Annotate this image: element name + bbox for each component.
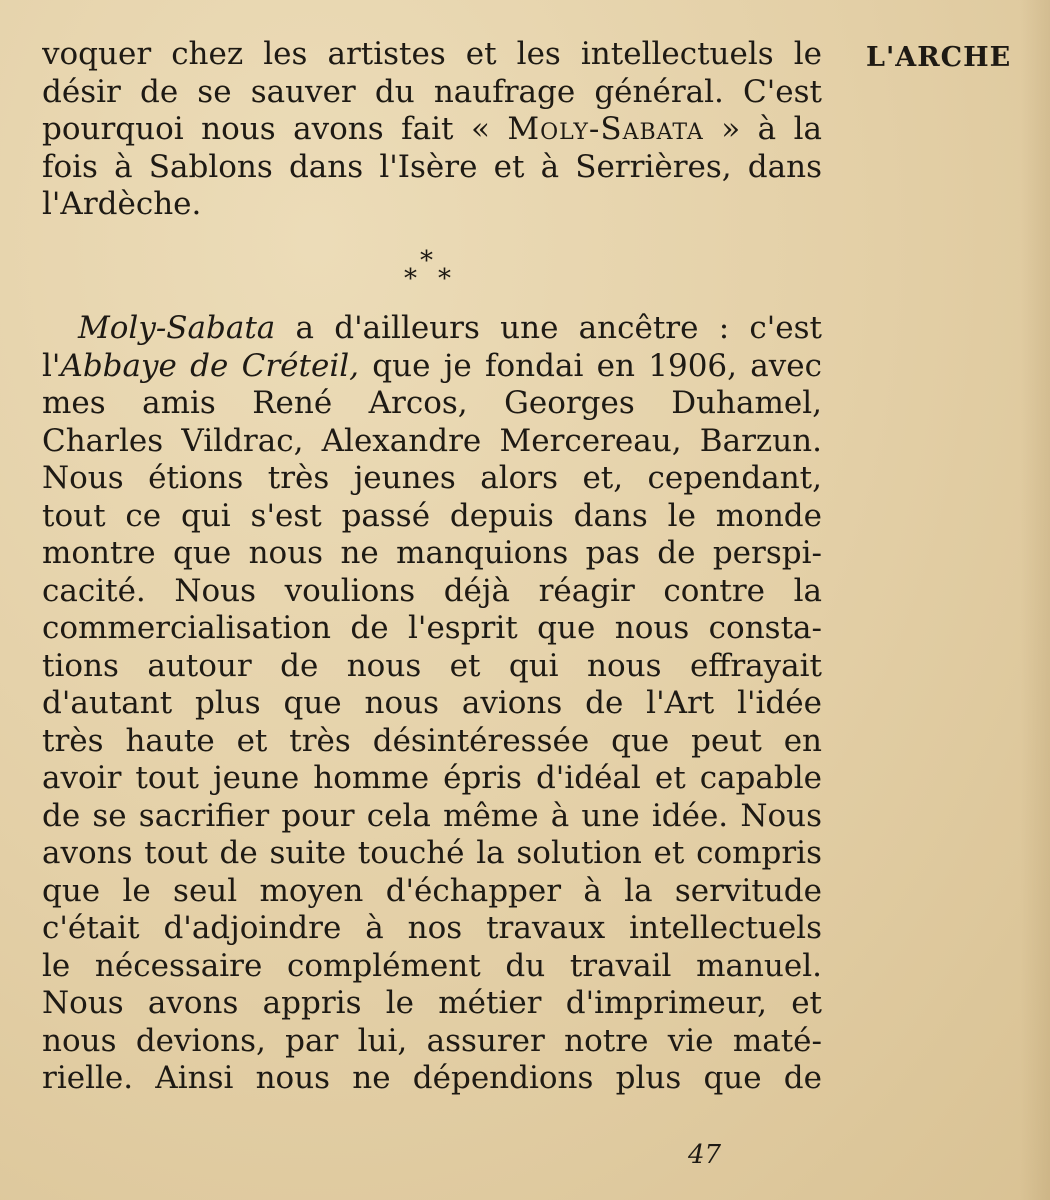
text-line: avoir tout jeune homme épris d'idéal et capable	[42, 760, 822, 796]
text-line: Charles Vildrac, Alexandre Mercereau, Barzun.	[42, 422, 822, 459]
text-line: nous devions, par lui, assurer notre vie maté-	[42, 1022, 822, 1059]
page-number: 47	[688, 1140, 722, 1170]
italic-title: Abbaye de Créteil,	[60, 347, 360, 384]
text-line: Nous avons appris le métier d'imprimeur, et	[42, 985, 822, 1021]
running-head: L'ARCHE	[866, 42, 1012, 73]
text-line: pourquoi nous avons fait « Moly-Sabata » à la	[42, 111, 822, 147]
text-line: d'autant plus que nous avions de l'Art l'idée	[42, 685, 822, 721]
italic-title: Moly-Sabata	[78, 310, 276, 346]
journal-name: Moly-Sabata	[507, 111, 704, 147]
text-line: de se sacrifier pour cela même à une idée. Nous	[42, 797, 822, 834]
top-paragraph	[42, 36, 822, 224]
text-line: voquer chez les artistes et les intellectuels le	[42, 36, 822, 72]
text-line: commercialisation de l'esprit que nous consta-	[42, 610, 822, 646]
text-line: tions autour de nous et qui nous effrayait	[42, 647, 822, 684]
asterisk: *	[438, 264, 451, 294]
text-line: tout ce qui s'est passé depuis dans le monde	[42, 497, 822, 534]
text-line: montre que nous ne manquions pas de perspi-	[42, 535, 822, 571]
text-line: Nous étions très jeunes alors et, cependant,	[42, 460, 822, 496]
text-line: c'était d'adjoindre à nos travaux intellectuels	[42, 910, 822, 946]
text-line: rielle. Ainsi nous ne dépendions plus que de	[42, 1060, 822, 1096]
text-line: avons tout de suite touché la solution et compris	[42, 835, 822, 871]
page-edge-shadow	[1020, 0, 1050, 1200]
text-line: cacité. Nous voulions déjà réagir contre la	[42, 572, 822, 609]
text-line: le nécessaire complément du travail manuel.	[42, 947, 822, 984]
text-line: désir de se sauver du naufrage général. C'est	[42, 73, 822, 110]
main-paragraph	[42, 310, 822, 1098]
text-line: Moly-Sabata a d'ailleurs une ancêtre : c'est	[78, 310, 822, 346]
text-line: l'Abbaye de Créteil, que je fondai en 1906, avec	[42, 347, 822, 384]
section-break-asterism	[392, 248, 472, 292]
text-line: très haute et très désintéressée que peut en	[42, 722, 822, 759]
text-line: mes amis René Arcos, Georges Duhamel,	[42, 385, 822, 421]
text-line: fois à Sablons dans l'Isère et à Serrières, dans	[42, 148, 822, 185]
asterisk: *	[420, 246, 433, 276]
text-line: l'Ardèche.	[42, 186, 202, 222]
asterisk: *	[404, 264, 417, 294]
text-line: que le seul moyen d'échapper à la servitude	[42, 872, 822, 909]
